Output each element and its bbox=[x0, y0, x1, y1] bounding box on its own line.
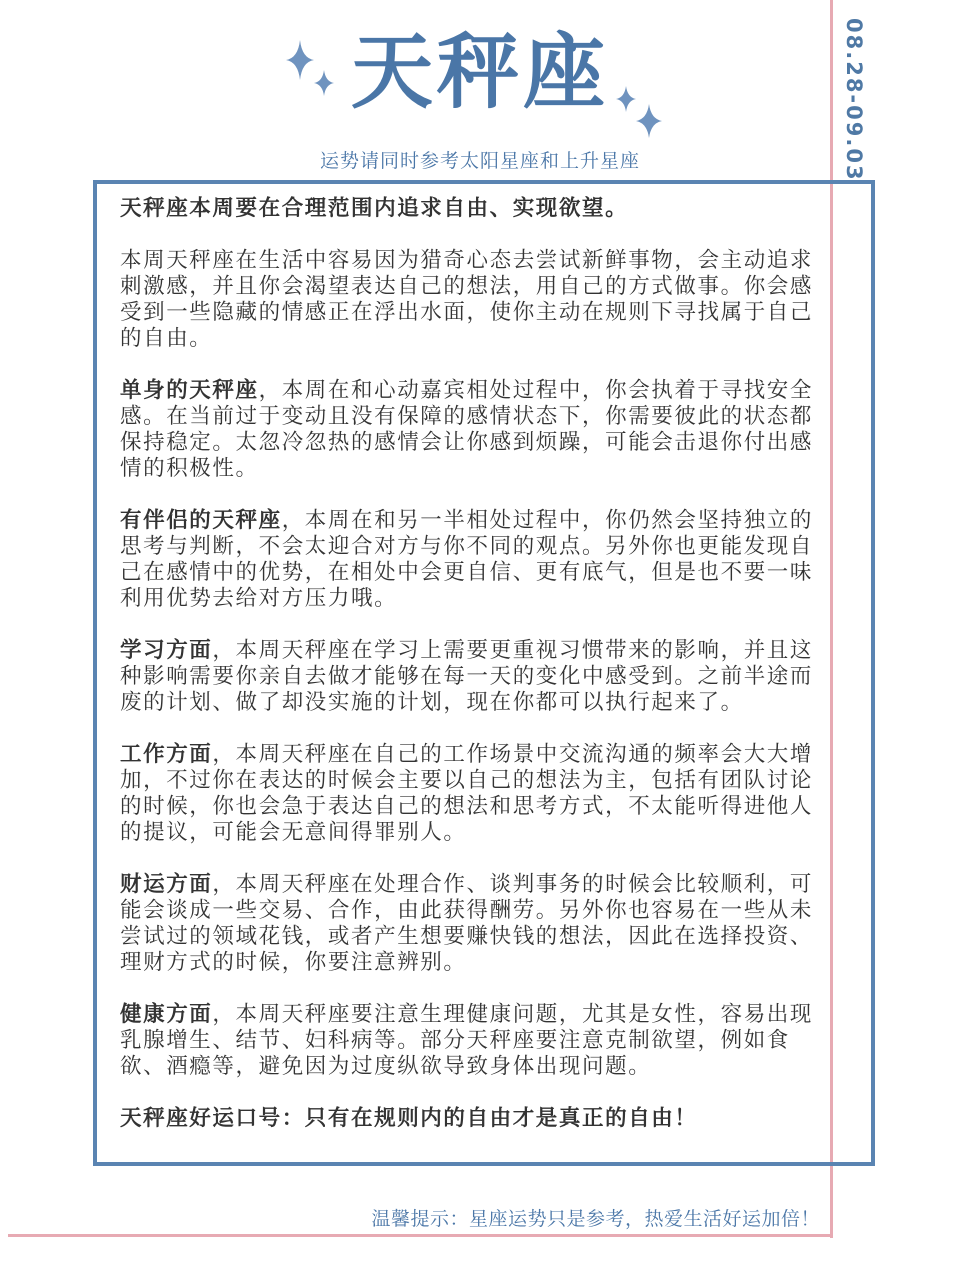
section-wealth bbox=[120, 872, 820, 976]
section-label: 学习方面 bbox=[120, 638, 213, 663]
page-title: 天秤座 bbox=[350, 25, 609, 120]
section-work bbox=[120, 742, 820, 846]
section-health bbox=[120, 1002, 820, 1080]
pink-horizontal-line bbox=[8, 1234, 833, 1237]
page-subtitle: 运势请同时参考太阳星座和上升星座 bbox=[319, 150, 640, 172]
section-study bbox=[120, 638, 820, 716]
section-text: ，本周在和心动嘉宾相处过程中，你会执着于寻找安全感。在当前过于变动且没有保障的感情状态下，你需要彼此的状态都保持稳定。太忽冷忽热的感情会让你感到烦躁，可能会击退你付出感情的积极性。 bbox=[120, 378, 814, 481]
lucky-slogan: 天秤座好运口号：只有在规则内的自由才是真正的自由！ bbox=[120, 1106, 698, 1131]
section-label: 有伴侣的天秤座 bbox=[120, 508, 282, 533]
section-label: 单身的天秤座 bbox=[120, 378, 259, 403]
section-text: ，本周天秤座在处理合作、谈判事务的时候会比较顺利，可能会谈成一些交易、合作，由此获得酬劳。另外你也容易在一些从未尝试过的领域花钱，或者产生想要赚快钱的想法，因此在选择投资、理财方式的时候，你要注意辨别。 bbox=[120, 872, 814, 975]
date-range: 08.28-09.03 bbox=[842, 18, 866, 182]
section-text: ，本周天秤座在学习上需要更重视习惯带来的影响，并且这种影响需要你亲自去做才能够在每一天的变化中感受到。之前半途而废的计划、做了却没实施的计划，现在你都可以执行起来了。 bbox=[120, 638, 814, 715]
section-partnered bbox=[120, 508, 820, 612]
section-text: ，本周在和另一半相处过程中，你仍然会坚持独立的思考与判断，不会太迎合对方与你不同的观点。另外你也更能发现自己在感情中的优势，在相处中会更自信、更有底气，但是也不要一味利用优势去给对方压力哦。 bbox=[120, 508, 814, 611]
headline: 天秤座本周要在合理范围内追求自由、实现欲望。 bbox=[120, 196, 629, 221]
section-label: 工作方面 bbox=[120, 742, 213, 767]
footer-tip: 温馨提示：星座运势只是参考，热爱生活好运加倍！ bbox=[371, 1208, 820, 1230]
section-label: 财运方面 bbox=[120, 872, 213, 897]
section-text: ，本周天秤座要注意生理健康问题，尤其是女性，容易出现乳腺增生、结节、妇科病等。部分天秤座要注意克制欲望，例如食欲、酒瘾等，避免因为过度纵欲导致身体出现问题。 bbox=[120, 1002, 814, 1079]
horoscope-content bbox=[120, 196, 820, 1158]
section-text: ，本周天秤座在自己的工作场景中交流沟通的频率会大大增加，不过你在表达的时候会主要以自己的想法为主，包括有团队讨论的时候，你也会急于表达自己的想法和思考方式，不太能听得进他人的提议，可能会无意间得罪别人。 bbox=[120, 742, 814, 845]
section-single bbox=[120, 378, 820, 482]
section-label: 健康方面 bbox=[120, 1002, 213, 1027]
intro-paragraph: 本周天秤座在生活中容易因为猎奇心态去尝试新鲜事物，会主动追求刺激感，并且你会渴望表达自己的想法，用自己的方式做事。你会感受到一些隐藏的情感正在浮出水面，使你主动在规则下寻找属于自己的自由。 bbox=[120, 248, 814, 351]
